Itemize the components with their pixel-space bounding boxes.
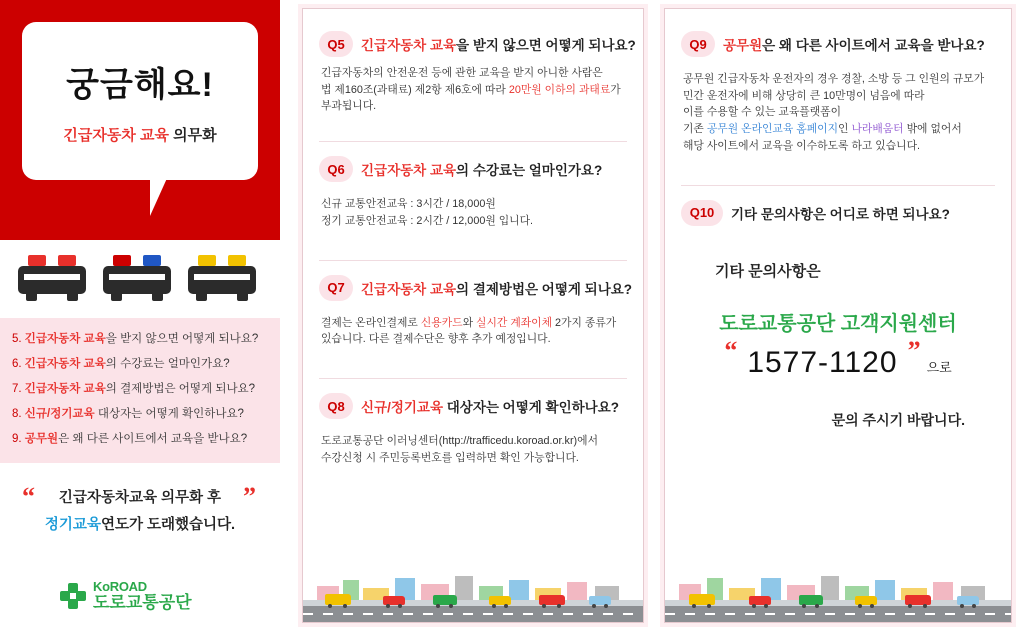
car-body (18, 266, 86, 294)
qa-block-q9 (665, 9, 1011, 155)
notice-line-3: 문의 주시기 바랍니다. (831, 411, 965, 428)
list-item[interactable] (12, 405, 270, 421)
lamp-right (228, 255, 246, 266)
logo-text-en: KoROAD (93, 579, 147, 594)
list-item-highlight: 긴급자동차 교육 (24, 383, 106, 395)
middle-card (302, 8, 644, 623)
list-item-number: 8. (12, 408, 22, 420)
school-bus (689, 594, 715, 605)
list-item-highlight: 긴급자동차 교육 (24, 358, 106, 370)
car (749, 596, 771, 605)
lamp-right (143, 255, 161, 266)
car-wheel-right (152, 292, 163, 301)
question-rest: 의 결제방법은 어떻게 되나요? (456, 281, 633, 297)
school-bus (325, 594, 351, 605)
support-center-name: 도로교통공단 고객지원센터 (719, 312, 957, 335)
question-rest: 은 왜 다른 사이트에서 교육을 받나요? (762, 38, 985, 53)
city-illustration (665, 570, 1011, 622)
quote-close-mark: ” (243, 482, 256, 511)
car-wheel-left (111, 292, 122, 301)
building (455, 576, 473, 600)
question-badge: Q6 (319, 156, 353, 182)
answer-text: 긴급자동차의 안전운전 등에 관한 교육을 받지 아니한 사람은 법 제160조(과태료) 제2항 제6호에 따라 20만원 이하의 과태료가 부과됩니다. (321, 67, 621, 113)
speech-bubble (22, 22, 258, 180)
car (855, 596, 877, 605)
question-highlight: 긴급자동차 교육 (361, 281, 457, 297)
question-rest: 의 수강료는 얼마인가요? (456, 163, 603, 179)
lamp-left (198, 255, 216, 266)
list-item-rest: 은 왜 다른 사이트에서 교육을 받나요? (58, 433, 248, 445)
question-text (731, 203, 950, 223)
building (933, 582, 953, 600)
question-rest: 기타 문의사항은 어디로 하면 되나요? (731, 206, 950, 222)
qa-block-q8 (303, 393, 643, 466)
list-item-number: 5. (12, 333, 22, 345)
car-wheel-right (67, 292, 78, 301)
left-header-block (0, 0, 280, 240)
building (509, 580, 529, 600)
answer-text: 신규 교통안전교육 : 3시간 / 18,000원 정기 교통안전교육 : 2시간 / 12,000원 입니다. (321, 198, 534, 227)
question-text (361, 396, 619, 416)
car (799, 595, 823, 605)
car (957, 596, 979, 605)
list-item-rest: 의 결제방법은 어떻게 되나요? (105, 383, 256, 395)
list-item-highlight: 긴급자동차 교육 (24, 333, 106, 345)
question-badge: Q8 (319, 393, 353, 419)
qa-head (319, 275, 633, 301)
qa-block-q7 (303, 275, 643, 348)
building (875, 580, 895, 600)
lamp-right (58, 255, 76, 266)
question-highlight: 긴급자동차 교육 (361, 163, 457, 179)
qa-head (319, 393, 627, 419)
car-stripe (109, 274, 165, 280)
list-item-rest: 의 수강료는 얼마인가요? (105, 358, 230, 370)
car-body (188, 266, 256, 294)
car-wheel-left (26, 292, 37, 301)
list-item-number: 7. (12, 383, 22, 395)
quote-close-mark: ” (907, 335, 921, 365)
question-badge: Q7 (319, 275, 353, 301)
qa-head (319, 156, 627, 182)
answer-text: 공무원 긴급자동차 운전자의 경우 경찰, 소방 등 그 인원의 규모가 민간 운전자에 비해 상당히 큰 10만명이 넘음에 따라 이를 수용할 수 있는 교육플랫폼이 기존 공무원 온라인교육 홈페이지인 나라배움터 밖에 없어서 해당 사이트에서 교육을 이수하도록 하고 있습니다. (683, 73, 985, 152)
quote-open-mark: “ (22, 482, 35, 511)
list-item[interactable] (12, 380, 270, 396)
list-item[interactable] (12, 330, 270, 346)
car-stripe (24, 274, 80, 280)
question-index-list (0, 318, 280, 463)
quote-open-mark: “ (724, 335, 738, 365)
car (589, 596, 611, 605)
question-badge: Q9 (681, 31, 715, 57)
list-item-highlight: 신규/정기교육 (24, 408, 95, 420)
divider (681, 185, 995, 186)
list-item-rest: 대상자는 어떻게 확인하나요? (94, 408, 244, 420)
road-dashes (665, 613, 1011, 615)
car-wheel-right (237, 292, 248, 301)
question-highlight: 공무원 (723, 38, 763, 53)
left-quote-block (0, 470, 280, 550)
qa-block-q10 (665, 200, 1011, 226)
emergency-car-icon-red (18, 255, 86, 301)
emergency-vehicle-icons (0, 255, 280, 310)
list-item-number: 9. (12, 433, 22, 445)
qa-head (681, 31, 995, 57)
car-wheel-left (196, 292, 207, 301)
list-item-rest: 을 받지 않으면 어떻게 되나요? (105, 333, 259, 345)
car (539, 595, 565, 605)
phone-number[interactable]: 1577-1120 (747, 345, 898, 379)
lamp-left (113, 255, 131, 266)
emergency-car-icon-blue (103, 255, 171, 301)
answer-text: 결제는 온라인결제로 신용카드와 실시간 계좌이체 2가지 종류가 있습니다. 다른 결제수단은 향후 추가 예정입니다. (321, 316, 617, 346)
quote-line-2-highlight: 정기교육 (44, 517, 101, 533)
divider (319, 141, 627, 142)
koroad-logo (60, 580, 192, 611)
qa-block-q5 (303, 9, 643, 115)
question-badge: Q10 (681, 200, 723, 226)
car-stripe (194, 274, 250, 280)
bubble-subtitle-rest: 의무화 (168, 127, 217, 144)
question-rest: 을 받지 않으면 어떻게 되나요? (456, 38, 636, 53)
quote-line-2 (0, 513, 280, 534)
right-card (664, 8, 1012, 623)
road-dashes (303, 613, 643, 615)
phone-suffix: 으로 (926, 359, 952, 375)
city-illustration (303, 570, 643, 622)
car (489, 596, 511, 605)
bubble-title: 궁금해요! (66, 66, 214, 104)
building (821, 576, 839, 600)
building (567, 582, 587, 600)
question-text (361, 278, 632, 298)
notice-line-1: 기타 문의사항은 (715, 262, 821, 280)
contact-notice-block (665, 234, 1011, 430)
qa-block-q6 (303, 156, 643, 229)
question-highlight: 신규/정기교육 (361, 400, 443, 416)
lamp-left (28, 255, 46, 266)
bubble-subtitle-highlight: 긴급자동차 교육 (63, 127, 169, 144)
bubble-subtitle (63, 124, 216, 145)
list-item-highlight: 공무원 (24, 433, 59, 445)
phone-row (681, 335, 995, 380)
question-highlight: 긴급자동차 교육 (361, 38, 457, 53)
answer-text: 도로교통공단 이러닝센터(http://trafficedu.koroad.or.kr)에서 수강신청 시 주민등록번호를 입력하면 확인 가능합니다. (321, 435, 599, 464)
quote-line-1: 긴급자동차교육 의무화 후 (58, 490, 222, 506)
question-rest: 대상자는 어떻게 확인하나요? (443, 400, 619, 416)
qa-head (319, 31, 636, 57)
logo-text-ko: 도로교통공단 (93, 592, 192, 612)
car-body (103, 266, 171, 294)
car (905, 595, 931, 605)
quote-line-2-rest: 연도가 도래했습니다. (100, 517, 236, 533)
divider (319, 378, 627, 379)
car (433, 595, 457, 605)
list-item[interactable] (12, 430, 270, 446)
speech-bubble-tail (150, 176, 182, 216)
logo-text (93, 580, 192, 611)
question-badge: Q5 (319, 31, 353, 57)
question-text (723, 34, 985, 54)
list-item-number: 6. (12, 358, 22, 370)
question-text (361, 34, 636, 54)
left-panel (0, 0, 280, 631)
divider (319, 260, 627, 261)
qa-head (681, 200, 995, 226)
car (383, 596, 405, 605)
clover-logo-icon (60, 583, 86, 609)
list-item[interactable] (12, 355, 270, 371)
question-text (361, 159, 602, 179)
emergency-car-icon-yellow (188, 255, 256, 301)
